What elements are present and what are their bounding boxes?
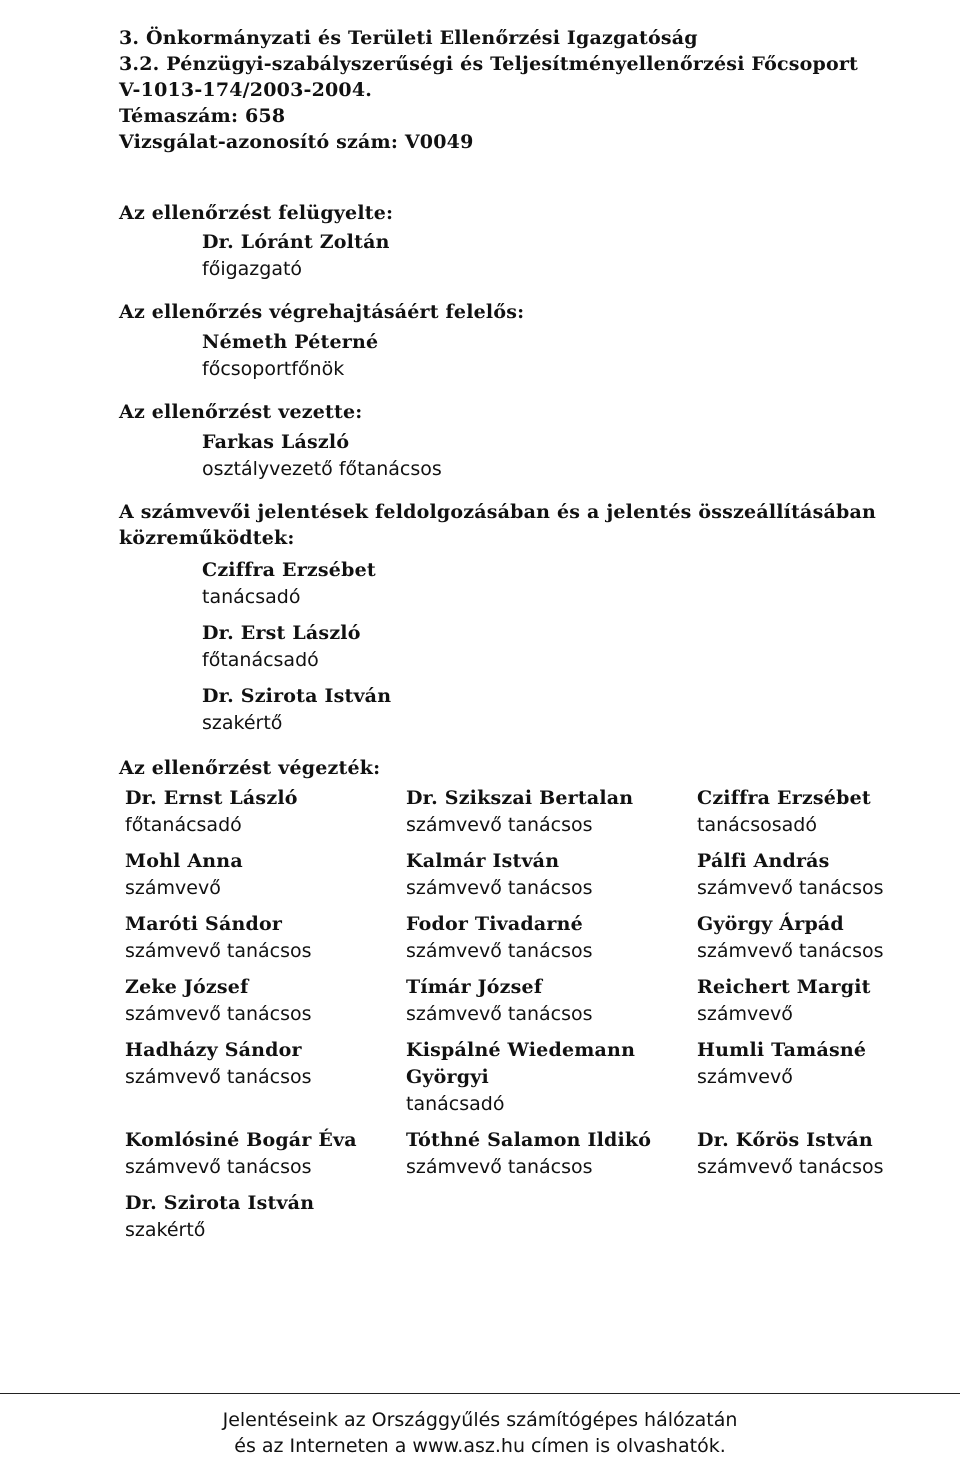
performed-label: Az ellenőrzést végezték:: [119, 757, 381, 779]
auditor-entry: [406, 974, 593, 1027]
person-name: Farkas László: [202, 431, 350, 453]
person-title: főigazgató: [202, 258, 303, 280]
auditor-entry: [125, 911, 312, 964]
auditor-entry: [697, 1127, 884, 1180]
footer-note: [0, 1407, 960, 1459]
contributor-entry: [202, 620, 361, 673]
person-name: Reichert Margit: [697, 976, 871, 998]
auditor-entry: [406, 785, 633, 838]
person-name: György Árpád: [697, 913, 844, 935]
person-title: számvevő tanácsos: [697, 940, 884, 962]
auditor-entry: [406, 911, 593, 964]
group-line: 3.2. Pénzügyi-szabályszerűségi és Teljesítményellenőrzési Főcsoport: [119, 53, 859, 75]
person-name: Kispálné Wiedemann: [406, 1039, 636, 1061]
person-title: számvevő tanácsos: [125, 940, 312, 962]
person-title: számvevő tanácsos: [697, 1156, 884, 1178]
person-title: számvevő tanácsos: [406, 877, 593, 899]
investigation-id: Vizsgálat-azonosító szám: V0049: [119, 131, 474, 153]
person-name: Cziffra Erzsébet: [202, 559, 376, 581]
auditor-entry: [125, 1127, 357, 1180]
auditor-entry: [125, 848, 243, 901]
auditor-entry: [406, 1037, 635, 1117]
responsible-label: Az ellenőrzés végrehajtásáért felelős:: [119, 301, 525, 323]
person-title: szakértő: [202, 712, 283, 734]
directorate-line: 3. Önkormányzati és Területi Ellenőrzési Igazgatóság: [119, 27, 698, 49]
person-name: Dr. Kőrös István: [697, 1129, 873, 1151]
person-name: Pálfi András: [697, 850, 830, 872]
person-title: szakértő: [125, 1219, 206, 1241]
person-name: Mohl Anna: [125, 850, 243, 872]
contributors-label-line: A számvevői jelentések feldolgozásában és a jelentés összeállításában: [119, 501, 876, 523]
leader-entry: [202, 429, 442, 482]
person-title: számvevő tanácsos: [406, 814, 593, 836]
contributors-label-line: közreműködtek:: [119, 527, 295, 549]
contributor-entry: [202, 683, 391, 736]
person-name: Cziffra Erzsébet: [697, 787, 871, 809]
auditor-entry: [406, 848, 593, 901]
person-title: tanácsadó: [202, 586, 301, 608]
person-name-continued: Györgyi: [406, 1066, 489, 1088]
contributors-label: [119, 499, 876, 551]
auditor-entry: [697, 848, 884, 901]
person-name: Tímár József: [406, 976, 543, 998]
auditor-entry: [125, 974, 312, 1027]
supervisor-entry: [202, 229, 390, 282]
contributor-entry: [202, 557, 376, 610]
person-name: Hadházy Sándor: [125, 1039, 302, 1061]
person-title: osztályvezető főtanácsos: [202, 458, 442, 480]
person-name: Zeke József: [125, 976, 249, 998]
supervised-label: Az ellenőrzést felügyelte:: [119, 202, 394, 224]
auditor-entry: [406, 1127, 651, 1180]
person-name: Komlósiné Bogár Éva: [125, 1129, 357, 1151]
person-title: számvevő tanácsos: [697, 877, 884, 899]
person-name: Kalmár István: [406, 850, 560, 872]
person-name: Dr. Ernst László: [125, 787, 298, 809]
responsible-entry: [202, 329, 378, 382]
person-title: számvevő: [125, 877, 221, 899]
auditor-entry: [125, 1037, 312, 1090]
person-title: főtanácsadó: [202, 649, 319, 671]
led-label: Az ellenőrzést vezette:: [119, 401, 363, 423]
person-title: főtanácsadó: [125, 814, 242, 836]
auditor-entry: [697, 974, 871, 1027]
document-header: [119, 25, 858, 155]
person-title: számvevő tanácsos: [125, 1066, 312, 1088]
person-name: Dr. Szirota István: [125, 1192, 315, 1214]
auditor-entry: [697, 1037, 866, 1090]
person-title: tanácsosadó: [697, 814, 817, 836]
person-title: tanácsadó: [406, 1093, 505, 1115]
person-title: számvevő: [697, 1003, 793, 1025]
person-name: Dr. Szirota István: [202, 685, 392, 707]
person-name: Maróti Sándor: [125, 913, 283, 935]
person-name: Humli Tamásné: [697, 1039, 867, 1061]
auditor-entry: [697, 911, 884, 964]
person-title: számvevő tanácsos: [406, 1156, 593, 1178]
person-name: Tóthné Salamon Ildikó: [406, 1129, 652, 1151]
person-name: Németh Péterné: [202, 331, 379, 353]
person-title: számvevő tanácsos: [125, 1003, 312, 1025]
auditor-entry: [697, 785, 871, 838]
person-name: Fodor Tivadarné: [406, 913, 583, 935]
person-title: számvevő: [697, 1066, 793, 1088]
person-title: számvevő tanácsos: [406, 1003, 593, 1025]
topic-number: Témaszám: 658: [119, 105, 286, 127]
person-name: Dr. Lóránt Zoltán: [202, 231, 390, 253]
person-title: főcsoportfőnök: [202, 358, 345, 380]
footer-divider: [0, 1393, 960, 1394]
reference-number: V-1013-174/2003-2004.: [119, 79, 373, 101]
person-title: számvevő tanácsos: [406, 940, 593, 962]
footer-line: és az Interneten a www.asz.hu címen is olvashatók.: [234, 1435, 726, 1457]
person-name: Dr. Erst László: [202, 622, 361, 644]
person-title: számvevő tanácsos: [125, 1156, 312, 1178]
person-name: Dr. Szikszai Bertalan: [406, 787, 634, 809]
auditor-entry: [125, 785, 298, 838]
auditor-entry: [125, 1190, 314, 1243]
footer-line: Jelentéseink az Országgyűlés számítógépes hálózatán: [222, 1409, 738, 1431]
